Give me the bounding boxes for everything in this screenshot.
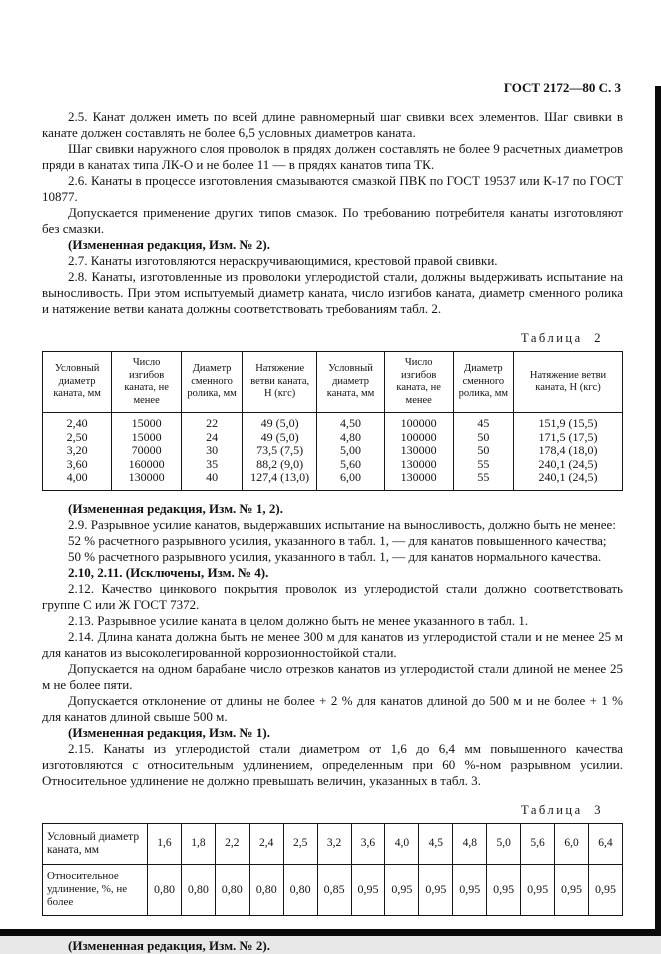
table3-cell: 2,2: [215, 823, 249, 864]
table2-cell: 240,1 (24,5): [514, 458, 623, 472]
table3-cell: 0,80: [215, 864, 249, 915]
table2-header-cell: Условный диаметр каната, мм: [43, 352, 112, 413]
table2-cell: 130000: [384, 471, 453, 490]
table2-cell: 4,00: [43, 471, 112, 490]
paragraph: 2.10, 2.11. (Исключены, Изм. № 4).: [68, 564, 269, 580]
table3-cell: 0,95: [453, 864, 487, 915]
table2-cell: 40: [182, 471, 243, 490]
table3-cell: 3,6: [351, 823, 385, 864]
table3-cell: 6,4: [588, 823, 622, 864]
paragraph: Шаг свивки наружного слоя проволок в прядях должен составлять не более 9 расчетных диаметров пряди в канатах типа ЛК-О и не более 11 — в прядях канатов типа ТК.: [42, 141, 623, 172]
table2-cell: 49 (5,0): [243, 431, 317, 445]
table3-cell: 4,5: [419, 823, 453, 864]
table3-cell: 0,95: [419, 864, 453, 915]
table2-cell: 127,4 (13,0): [243, 471, 317, 490]
page-header: ГОСТ 2172—80 С. 3: [503, 80, 621, 95]
table2-cell: 70000: [112, 444, 182, 458]
table2-cell: 6,00: [317, 471, 385, 490]
table2-cell: 130000: [384, 444, 453, 458]
paragraph: (Измененная редакция, Изм. № 1).: [68, 724, 270, 740]
table3-body: [43, 823, 623, 915]
table2-row: [43, 471, 623, 490]
paragraph: 2.9. Разрывное усилие канатов, выдержавших испытание на выносливость, должно быть не менее:: [68, 516, 616, 532]
table2-cell: 5,60: [317, 458, 385, 472]
table2-cell: 30: [182, 444, 243, 458]
table2-cell: 4,50: [317, 413, 385, 431]
paragraph: 2.13. Разрывное усилие каната в целом должно быть не менее указанного в табл. 1.: [68, 612, 529, 628]
table3-cell: 0,80: [148, 864, 182, 915]
table2-header-cell: Число изгибов каната, не менее: [112, 352, 182, 413]
table3-cell: 6,0: [555, 823, 589, 864]
table2-caption: Таблица 2: [521, 331, 603, 345]
table3-cell: 3,2: [317, 823, 351, 864]
table2-header-cell: Натяжение ветви каната, Н (кгс): [243, 352, 317, 413]
table3-cell: 0,80: [181, 864, 215, 915]
table2-row: [43, 413, 623, 431]
table3-elongation-values: [42, 823, 623, 916]
table2-cell: 15000: [112, 413, 182, 431]
table3-cell: 5,0: [487, 823, 521, 864]
table3-cell: 4,8: [453, 823, 487, 864]
table3-cell: 0,95: [588, 864, 622, 915]
table2-row: [43, 458, 623, 472]
table2-header-cell: Натяжение ветви каната, Н (кгс): [514, 352, 623, 413]
scan-edge-bottom: [0, 929, 661, 936]
table3-row: [43, 823, 623, 864]
paragraph: (Измененная редакция, Изм. № 1, 2).: [68, 500, 283, 516]
table3-cell: 2,4: [249, 823, 283, 864]
table2-cell: 100000: [384, 413, 453, 431]
table2-header: [43, 352, 623, 413]
table2-cell: 15000: [112, 431, 182, 445]
table2-header-cell: Условный диаметр каната, мм: [317, 352, 385, 413]
table2-header-cell: Диаметр сменного ролика, мм: [453, 352, 514, 413]
paragraph: Допускается применение других типов смазок. По требованию потребителя канаты изготовляют без смазки.: [42, 205, 623, 236]
table3-row: [43, 864, 623, 915]
table2-cell: 3,60: [43, 458, 112, 472]
table3-cell: 0,80: [283, 864, 317, 915]
paragraph: 2.8. Канаты, изготовленные из проволоки углеродистой стали, должны выдерживать испытание на выносливость. При этом испытуемый диаметр каната, число изгибов каната, диаметр сменного ролика и натяжение ветви каната должны соответствовать требованиям табл. 2.: [42, 269, 623, 316]
table3-cell: 0,95: [351, 864, 385, 915]
table2-cell: 130000: [384, 458, 453, 472]
paragraph: 2.12. Качество цинкового покрытия проволок из углеродистой стали должно соответствовать группе С или Ж ГОСТ 7372.: [42, 580, 623, 612]
paragraph: (Измененная редакция, Изм. № 2).: [68, 237, 270, 252]
table2-row: [43, 431, 623, 445]
paragraph: (Измененная редакция, Изм. № 2).: [68, 937, 270, 953]
paragraph: 2.14. Длина каната должна быть не менее 300 м для канатов из углеродистой стали и не менее 25 м для канатов из высоколегированной коррозионностойкой стали.: [42, 628, 623, 660]
table2-endurance-requirements: [42, 351, 623, 491]
table3-cell: 4,0: [385, 823, 419, 864]
table2-cell: 49 (5,0): [243, 413, 317, 431]
table2-cell: 160000: [112, 458, 182, 472]
table2-body: [43, 413, 623, 491]
paragraph: Допускается отклонение от длины не более + 2 % для канатов длиной до 500 м и не более + 1 % для канатов длиной свыше 500 м.: [42, 692, 623, 724]
table2-cell: 2,50: [43, 431, 112, 445]
section-mid-paragraphs: [42, 501, 623, 789]
table2-cell: 178,4 (18,0): [514, 444, 623, 458]
table2-cell: 171,5 (17,5): [514, 431, 623, 445]
table2-cell: 50: [453, 431, 514, 445]
table2-cell: 130000: [112, 471, 182, 490]
section-top-paragraphs: [42, 109, 623, 317]
table2-cell: 3,20: [43, 444, 112, 458]
table3-cell: 0,85: [317, 864, 351, 915]
table3-cell: 1,6: [148, 823, 182, 864]
paragraph: 2.15. Канаты из углеродистой стали диаметром от 1,6 до 6,4 мм повышенного качества изготовляются с относительным удлинением, определенным при 60 %-ном разрывном усилии. Относительное удлинение не должно превышать величин, указанных в табл. 3.: [42, 740, 623, 788]
table2-cell: 73,5 (7,5): [243, 444, 317, 458]
paragraph: 52 % расчетного разрывного усилия, указанного в табл. 1, — для канатов повышенного качества;: [68, 532, 607, 548]
table2-header-cell: Число изгибов каната, не менее: [384, 352, 453, 413]
table2-cell: 24: [182, 431, 243, 445]
paragraph: 2.5. Канат должен иметь по всей длине равномерный шаг свивки всех элементов. Шаг свивки в канате должен составлять не более 6,5 условных диаметров каната.: [42, 109, 623, 140]
table2-header-cell: Диаметр сменного ролика, мм: [182, 352, 243, 413]
table3-row-label: Условный диаметр каната, мм: [43, 823, 148, 864]
table2-cell: 55: [453, 458, 514, 472]
table3-cell: 5,6: [521, 823, 555, 864]
table3-caption: Таблица 3: [521, 802, 603, 817]
table2-cell: 4,80: [317, 431, 385, 445]
table3-cell: 0,80: [249, 864, 283, 915]
table3-row-label: Относительное удлинение, %, не более: [43, 864, 148, 915]
table3-cell: 2,5: [283, 823, 317, 864]
table2-cell: 2,40: [43, 413, 112, 431]
scan-edge-right: [655, 86, 661, 936]
table2-cell: 45: [453, 413, 514, 431]
table2-cell: 50: [453, 444, 514, 458]
table2-cell: 22: [182, 413, 243, 431]
table3-cell: 0,95: [385, 864, 419, 915]
table2-row: [43, 444, 623, 458]
table2-cell: 5,00: [317, 444, 385, 458]
paragraph: 2.7. Канаты изготовляются нераскручивающимися, крестовой правой свивки.: [68, 253, 498, 268]
table2-cell: 35: [182, 458, 243, 472]
table2-cell: 55: [453, 471, 514, 490]
paragraph: 50 % расчетного разрывного усилия, указанного в табл. 1, — для канатов нормального качества.: [68, 548, 602, 564]
paragraph: 2.6. Канаты в процессе изготовления смазываются смазкой ПВК по ГОСТ 19537 или К-17 по ГОСТ 10877.: [42, 173, 623, 204]
table3-cell: 0,95: [521, 864, 555, 915]
table3-cell: 0,95: [487, 864, 521, 915]
table2-cell: 151,9 (15,5): [514, 413, 623, 431]
table2-cell: 100000: [384, 431, 453, 445]
table3-cell: 1,8: [181, 823, 215, 864]
paragraph: Допускается на одном барабане число отрезков канатов из углеродистой стали длиной не менее 25 м не более пяти.: [42, 660, 623, 692]
table2-header-row: [43, 352, 623, 413]
table2-cell: 240,1 (24,5): [514, 471, 623, 490]
table2-cell: 88,2 (9,0): [243, 458, 317, 472]
table3-cell: 0,95: [555, 864, 589, 915]
section-bottom-paragraphs: [42, 938, 623, 954]
